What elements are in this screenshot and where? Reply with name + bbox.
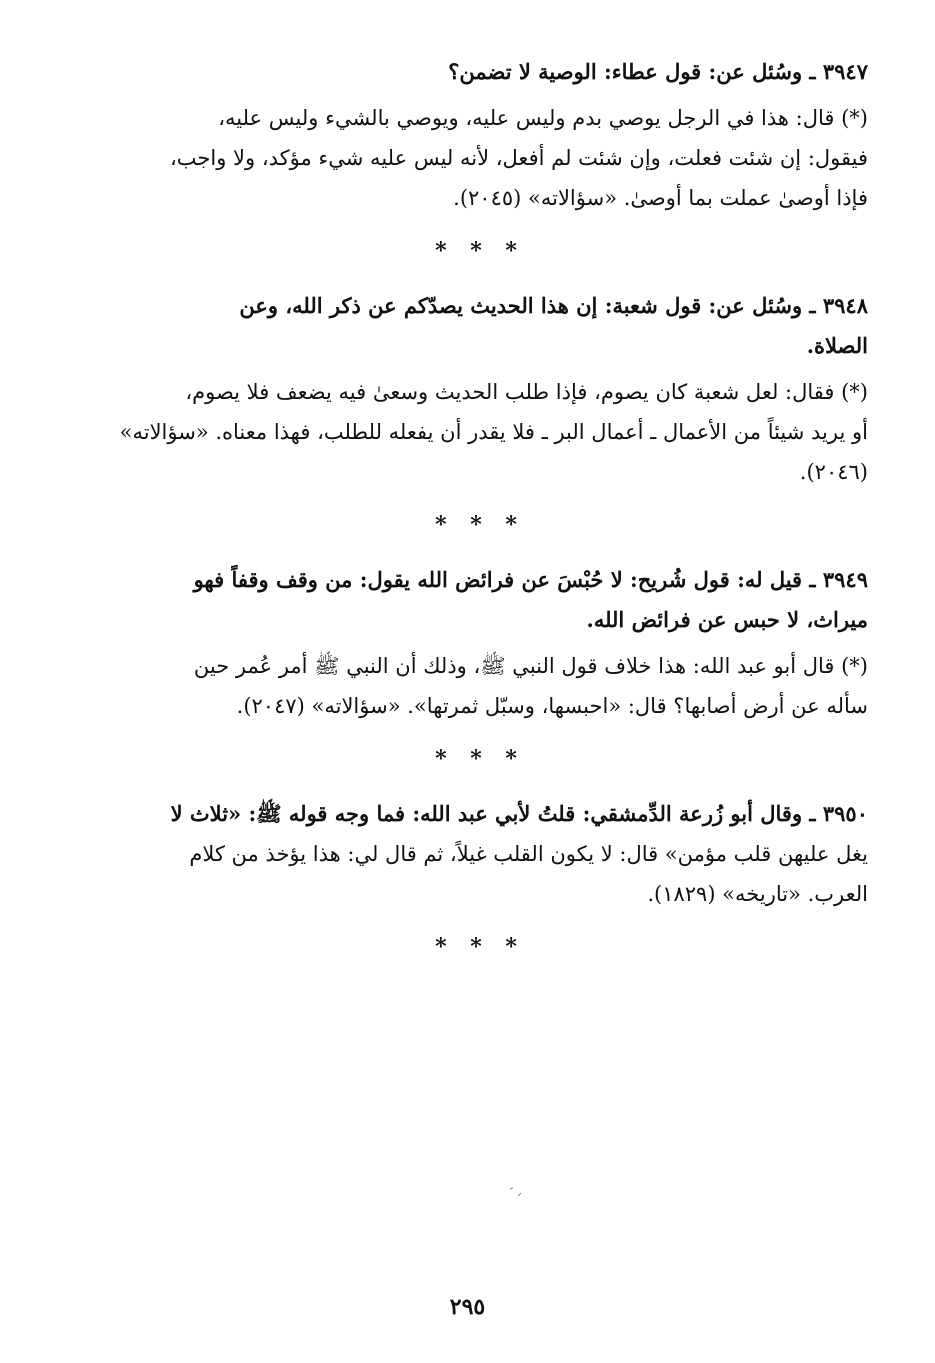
entry-3948	[92, 286, 868, 492]
section-separator: * * *	[435, 238, 525, 264]
entry-answer-line: (*) قال: هذا في الرجل يوصي بدم وليس عليه، ويوصي بالشيء وليس عليه،	[218, 106, 868, 130]
section-separator: * * *	[435, 934, 525, 960]
scan-speck-mark	[508, 1186, 524, 1198]
entry-answer-line: سأله عن أرض أصابها؟ قال: «احبسها، وسبّل ثمرتها». «سؤالاته» (٢٠٤٧).	[236, 694, 868, 718]
entry-3947	[92, 52, 868, 218]
entry-answer-line: (*) قال أبو عبد الله: هذا خلاف قول النبي ﷺ، وذلك أن النبي ﷺ أمر عُمر حين	[193, 654, 868, 678]
entry-answer-line: (٢٠٤٦).	[799, 460, 868, 484]
page-number: ٢٩٥	[449, 1294, 486, 1320]
entry-question-line: ٣٩٤٨ ـ وسُئل عن: قول شعبة: إن هذا الحديث يصدّكم عن ذكر الله، وعن	[239, 293, 868, 318]
entry-3949	[92, 560, 868, 726]
section-separator: * * *	[435, 512, 525, 538]
entry-answer	[92, 646, 868, 726]
section-separator: * * *	[435, 746, 525, 772]
entry-3950	[92, 794, 868, 914]
entry-answer-line: فيقول: إن شئت فعلت، وإن شئت لم أفعل، لأنه ليس عليه شيء مؤكد، ولا واجب،	[170, 146, 868, 170]
entry-answer-line: (*) فقال: لعل شعبة كان يصوم، فإذا طلب الحديث وسعىٰ فيه يضعف فلا يصوم،	[185, 380, 868, 404]
entry-answer	[92, 372, 868, 492]
entry-question-line: ٣٩٤٧ ـ وسُئل عن: قول عطاء: الوصية لا تضمن؟	[448, 59, 868, 84]
entry-answer-line: فإذا أوصىٰ عملت بما أوصىٰ. «سؤالاته» (٢٠٤٥).	[453, 186, 868, 210]
entry-question-line: العرب. «تاريخه» (١٨٢٩).	[647, 882, 868, 906]
entry-question-line: الصلاة.	[806, 333, 868, 358]
entry-question-line: ٣٩٤٩ ـ قيل له: قول شُريح: لا حُبْسَ عن فرائض الله يقول: من وقف وقفاً فهو	[193, 567, 868, 592]
page-body	[92, 52, 868, 982]
entry-question-line: يغل عليهن قلب مؤمن» قال: لا يكون القلب غيلاً، ثم قال لي: هذا يؤخذ من كلام	[189, 842, 868, 866]
entry-answer-line: أو يريد شيئاً من الأعمال ـ أعمال البر ـ فلا يقدر أن يفعله للطلب، فهذا معناه. «سؤالاته»	[119, 420, 868, 444]
entry-answer	[92, 98, 868, 218]
entry-question-line: ٣٩٥٠ ـ وقال أبو زُرعة الدِّمشقي: قلتُ لأبي عبد الله: فما وجه قوله ﷺ: «ثلاث لا	[170, 801, 868, 826]
entry-question-line: ميراث، لا حبس عن فرائض الله.	[586, 607, 868, 632]
